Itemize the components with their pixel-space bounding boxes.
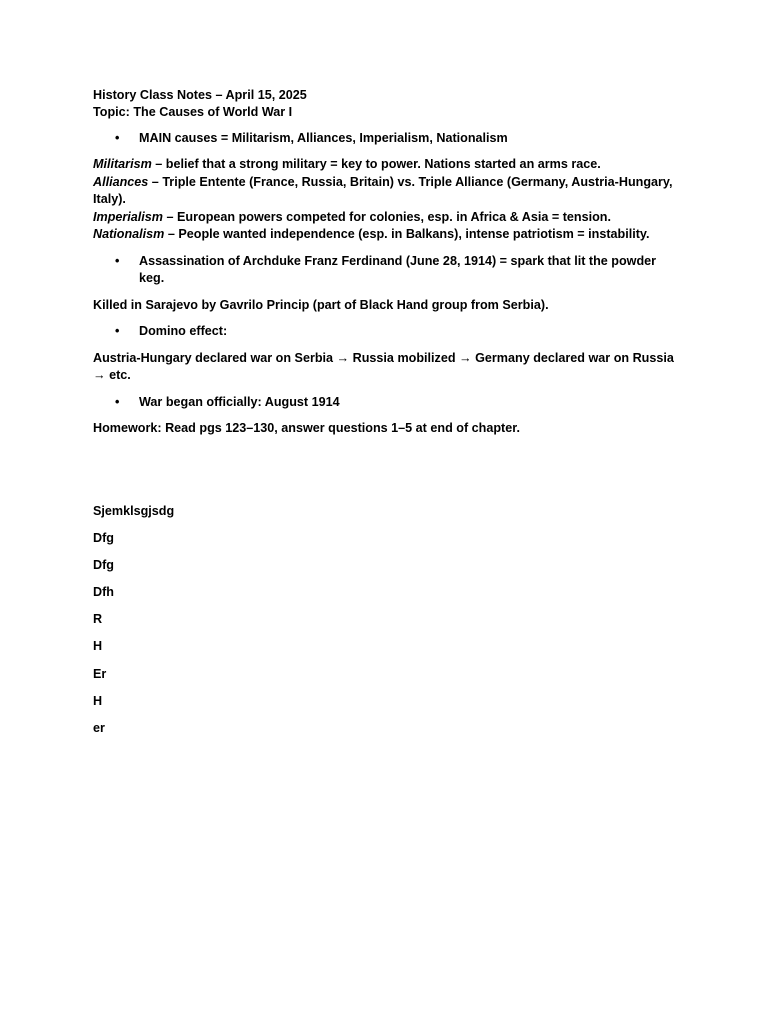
scribble-line: Er bbox=[93, 666, 107, 681]
bullet-dot-icon: • bbox=[115, 394, 120, 409]
definition-term: Militarism bbox=[93, 157, 152, 171]
definition-text: – European powers competed for colonies, esp. in Africa & Asia = tension. bbox=[163, 209, 612, 224]
notes-topic: Topic: The Causes of World War I bbox=[93, 105, 293, 119]
scribble-line: er bbox=[93, 721, 105, 735]
bullet-text: Domino effect: bbox=[139, 324, 228, 338]
definition-term: Imperialism bbox=[93, 209, 163, 224]
bullet-text: Assassination of Archduke Franz Ferdinand (June 28, 1914) = spark that lit the powder keg. bbox=[139, 253, 657, 285]
notes-title: History Class Notes – April 15, 2025 bbox=[93, 88, 307, 102]
definition-militarism bbox=[93, 156, 678, 174]
bullet-assassination bbox=[93, 253, 678, 288]
scribble-lines bbox=[93, 503, 678, 738]
bullet-dot-icon: • bbox=[115, 253, 120, 268]
definitions-block bbox=[93, 156, 678, 244]
bullet-domino bbox=[93, 323, 678, 341]
scribble-line: Dfh bbox=[93, 585, 114, 600]
blank-space bbox=[93, 447, 678, 503]
paragraph-homework: Homework: Read pgs 123–130, answer questions 1–5 at end of chapter. bbox=[93, 421, 520, 435]
bullet-main-causes bbox=[93, 130, 678, 148]
scribble-line: H bbox=[93, 693, 103, 708]
paragraph-sarajevo: Killed in Sarajevo by Gavrilo Princip (part of Black Hand group from Serbia). bbox=[93, 297, 549, 312]
definition-text: – People wanted independence (esp. in Balkans), intense patriotism = instability. bbox=[164, 227, 650, 241]
definition-text: – belief that a strong military = key to power. Nations started an arms race. bbox=[151, 157, 601, 171]
bullet-dot-icon: • bbox=[115, 130, 120, 145]
scribble-line: H bbox=[93, 639, 103, 654]
paragraph-chain: Austria-Hungary declared war on Serbia → Russia mobilized → Germany declared war on Russia → etc. bbox=[93, 350, 674, 382]
definition-term: Alliances bbox=[93, 174, 149, 189]
notes-header bbox=[93, 86, 678, 122]
bullet-text: War began officially: August 1914 bbox=[139, 394, 340, 409]
definition-imperialism bbox=[93, 209, 678, 227]
bullet-text: MAIN causes = Militarism, Alliances, Imperialism, Nationalism bbox=[139, 130, 508, 145]
definition-nationalism bbox=[93, 226, 678, 244]
scribble-line: R bbox=[93, 612, 103, 627]
definition-text: – Triple Entente (France, Russia, Britain) vs. Triple Alliance (Germany, Austria-Hungary, Italy). bbox=[93, 174, 673, 206]
scribble-line: Dfg bbox=[93, 530, 114, 545]
definition-alliances bbox=[93, 174, 678, 209]
scribble-line: Sjemklsgjsdg bbox=[93, 503, 175, 518]
bullet-war-began bbox=[93, 394, 678, 412]
scribble-line: Dfg bbox=[93, 557, 114, 572]
bullet-dot-icon: • bbox=[115, 324, 120, 338]
definition-term: Nationalism bbox=[93, 227, 165, 241]
